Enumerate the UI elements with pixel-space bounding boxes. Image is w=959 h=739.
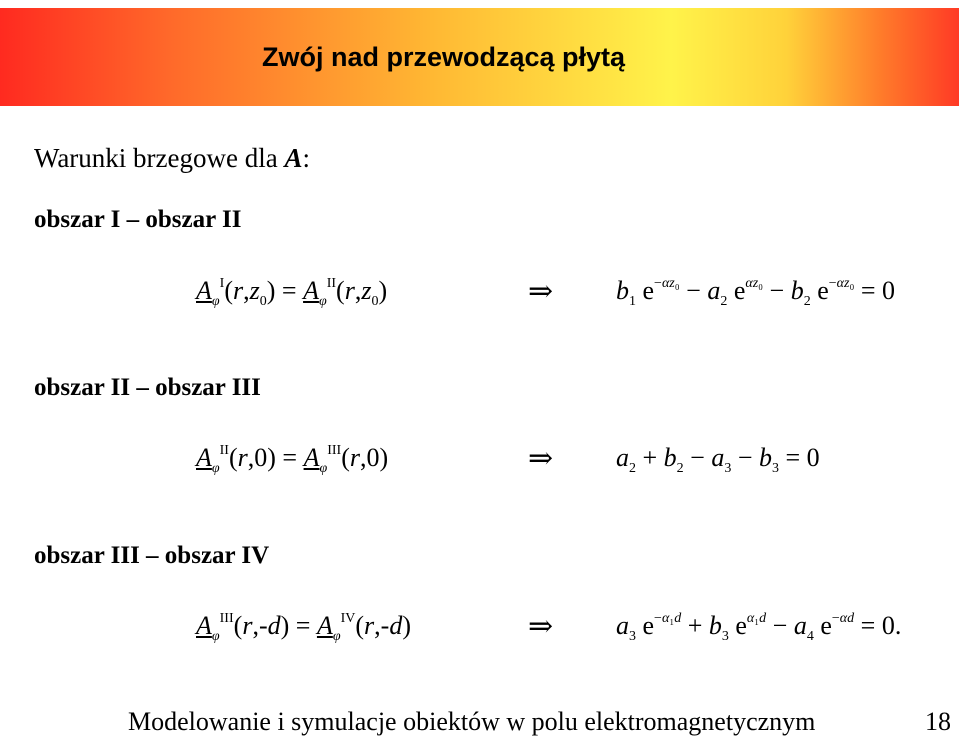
equation-left-2: $A_\varphi^{II}(r,0) = A_\varphi^{III}(r,0)$ xyxy=(196,443,389,476)
equation-right-2: $a_2 + b_2 - a_3 - b_3 = 0$ xyxy=(616,443,820,476)
equation-right-3: $a_3$ $e^{-\alpha_1d} + b_3$ $e^{\alpha_1d} - a_4$ $e^{-\alpha d} = 0$. xyxy=(616,611,902,644)
intro-colon: : xyxy=(302,143,311,173)
implies-arrow-1: ⇒ xyxy=(528,275,554,308)
intro-text: Warunki brzegowe dla xyxy=(34,143,285,173)
equation-left-3: $A_\varphi^{III}(r,-d) = A_\varphi^{IV}(r,-d)$ xyxy=(196,611,411,644)
intro-line xyxy=(34,143,310,174)
slide-title: Zwój nad przewodzącą płytą xyxy=(262,42,626,72)
section-heading-3: obszar III – obszar IV xyxy=(34,542,270,569)
section-heading-2: obszar II – obszar III xyxy=(34,374,261,401)
page-number: 18 xyxy=(925,707,951,736)
equation-right-1: $b_1$ $e^{-\alpha z_0} - a_2$ $e^{\alpha z_0} - b_2$ $e^{-\alpha z_0} = 0$ xyxy=(616,276,896,309)
intro-symbol: A xyxy=(284,143,303,173)
implies-arrow-3: ⇒ xyxy=(528,610,554,643)
title-banner xyxy=(0,8,959,106)
footer-text: Modelowanie i symulacje obiektów w polu elektromagnetycznym xyxy=(128,707,816,736)
section-heading-1: obszar I – obszar II xyxy=(34,206,242,233)
implies-arrow-2: ⇒ xyxy=(528,442,554,475)
equation-left-1: $A_\varphi^I(r,z_0) = A_\varphi^{II}(r,z_0)$ xyxy=(196,276,388,309)
